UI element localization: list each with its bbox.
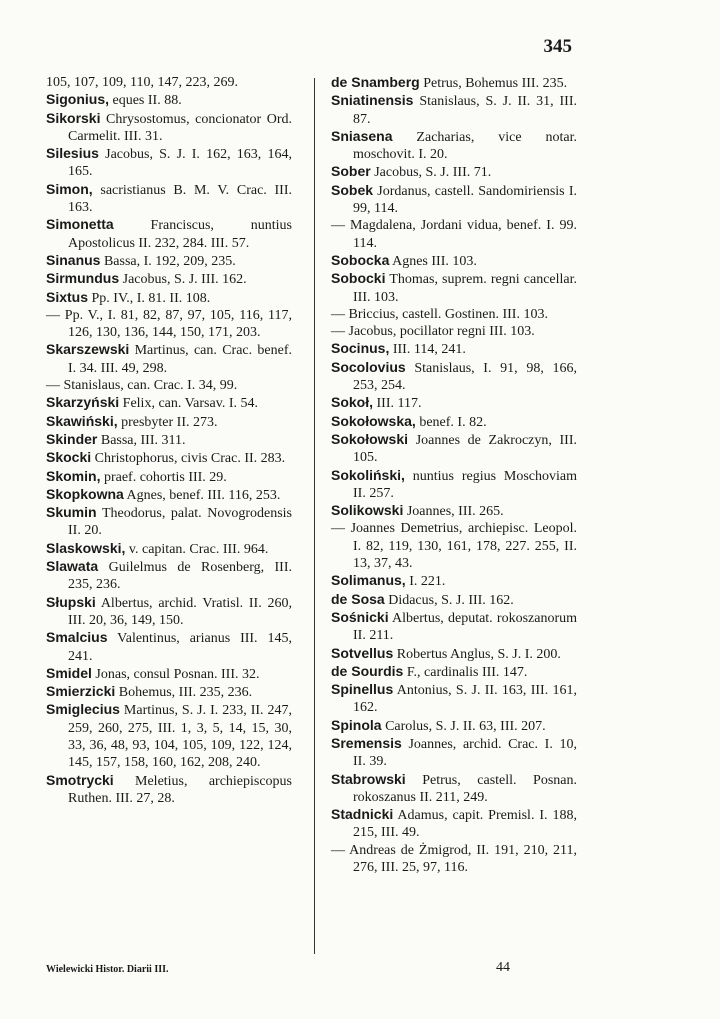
entry-headword: de Snamberg [331, 74, 420, 90]
entry-text: Joannes de Zakroczyn, III. 105. [353, 432, 578, 466]
index-entry [331, 340, 577, 358]
signature-mark: 44 [496, 960, 510, 975]
entry-headword: Spinola [331, 716, 382, 733]
footer-title: Wielewicki Histor. Diarii III. [46, 964, 169, 975]
entry-headword: Sośnicki [331, 608, 389, 625]
index-entry [331, 681, 577, 717]
entry-headword: Socolovius [331, 358, 406, 375]
index-entry [331, 306, 577, 323]
left-column [46, 74, 292, 807]
index-entry [46, 701, 292, 771]
entry-headword: Sikorski [46, 109, 101, 126]
index-entry [46, 449, 292, 467]
index-entry [331, 182, 577, 218]
entry-headword: Slawata [46, 558, 99, 575]
entry-text: Petrus, Bohemus III. 235. [423, 76, 568, 91]
index-entry [331, 663, 577, 681]
entry-text: Thomas, suprem. regni cancellar. III. 103. [353, 272, 578, 305]
entry-text: — Jacobus, pocillator regni III. 103. [331, 324, 535, 340]
entry-text: — Stanislaus, can. Crac. I. 34, 99. [46, 378, 238, 394]
index-entry [46, 629, 292, 665]
entry-text: sacristianus B. M. V. Crac. III. 163. [68, 182, 293, 216]
entry-headword: Skarzyński [46, 394, 120, 411]
entry-text: Agnes III. 103. [392, 253, 477, 269]
index-entry [331, 394, 577, 412]
entry-headword: Solimanus, [331, 572, 406, 589]
entry-headword: Sniatinensis [331, 92, 414, 109]
entry-headword: Sokoł, [331, 394, 374, 411]
entry-text: Antonius, S. J. II. 163, III. 161, 162. [353, 683, 577, 716]
index-entry [331, 609, 577, 645]
entry-headword: Smiglecius [46, 701, 120, 718]
entry-text: Bohemus, III. 235, 236. [118, 685, 253, 701]
entry-headword: Skopkowna [46, 485, 124, 502]
entry-text: Jacobus, S. J. III. 71. [374, 165, 492, 181]
entry-text: — Magdalena, Jordani vidua, benef. I. 99. 114. [331, 218, 577, 251]
entry-text: praef. cohortis III. 29. [103, 469, 227, 485]
index-entry [331, 217, 577, 252]
entry-headword: Sirmundus [46, 270, 120, 287]
entry-text: benef. I. 82. [419, 414, 487, 430]
index-entry [46, 394, 292, 412]
index-entry [331, 645, 577, 663]
entry-text: Stanislaus, S. J. II. 31, III. 87. [353, 94, 578, 127]
entry-headword: Skinder [46, 430, 98, 447]
index-entry [46, 145, 292, 181]
entry-headword: Sokołowska, [331, 412, 416, 429]
entry-headword: Stadnicki [331, 806, 394, 823]
entry-text: presbyter II. 273. [121, 414, 218, 430]
entry-headword: Skumin [46, 504, 97, 521]
index-entry [331, 270, 577, 306]
entry-text: eques II. 88. [112, 93, 182, 109]
index-entry [46, 252, 292, 270]
entry-headword: Sokoliński, [331, 466, 405, 483]
entry-text: Adamus, capit. Premisl. I. 188, 215, III. 49. [353, 808, 577, 841]
entry-text: Jordanus, castell. Sandomiriensis I. 99, 114. [353, 183, 578, 217]
entry-text: Theodorus, palat. Novogrodensis II. 20. [68, 506, 293, 539]
entry-text: Valentinus, arianus III. 145, 241. [68, 631, 292, 664]
entry-headword: Simonetta [46, 216, 114, 233]
entry-text: Guilelmus de Rosenberg, III. 235, 236. [68, 560, 293, 593]
index-entry [46, 558, 292, 594]
entry-text: Joannes, III. 265. [406, 504, 504, 520]
entry-headword: Sobocki [331, 270, 386, 287]
entry-text: Agnes, benef. III. 116, 253. [126, 487, 281, 503]
entry-headword: Solikowski [331, 502, 404, 519]
index-entry [46, 431, 292, 449]
index-entry [331, 74, 577, 92]
entry-text: Christophorus, civis Crac. II. 283. [94, 451, 286, 467]
index-entry [46, 270, 292, 288]
entry-headword: Smalcius [46, 629, 108, 646]
entry-text: Bassa, III. 311. [100, 432, 186, 448]
entry-headword: Spinellus [331, 681, 394, 698]
entry-text: Jacobus, S. J. III. 162. [122, 272, 247, 288]
index-entry [331, 520, 577, 572]
entry-text: — Briccius, castell. Gostinen. III. 103. [331, 306, 548, 322]
entry-headword: Sokołowski [331, 430, 409, 447]
entry-text: F., cardinalis III. 147. [406, 664, 528, 680]
entry-text: Jacobus, S. J. I. 162, 163, 164, 165. [68, 147, 292, 180]
entry-text: Pp. IV., I. 81. II. 108. [91, 290, 211, 306]
index-entry [46, 665, 292, 683]
index-entry [46, 91, 292, 109]
index-entry [331, 717, 577, 735]
entry-headword: Sotvellus [331, 644, 394, 661]
index-entry [331, 806, 577, 842]
entry-headword: Skomin, [46, 467, 101, 484]
page-number: 345 [543, 36, 572, 57]
entry-text: Bassa, I. 192, 209, 235. [103, 253, 236, 269]
index-entry [331, 842, 577, 877]
index-entry [46, 74, 292, 91]
index-entry [331, 502, 577, 520]
entry-text: Meletius, archiepiscopus Ruthen. III. 27, 28. [68, 773, 293, 806]
entry-text: nuntius regius Moschoviam II. 257. [353, 468, 577, 501]
entry-text: — Pp. V., I. 81, 82, 87, 97, 105, 116, 117, 126, 130, 136, 144, 150, 171, 203. [46, 307, 292, 341]
index-entry [331, 163, 577, 181]
entry-text: Robertus Anglus, S. J. I. 200. [396, 646, 561, 662]
index-entry [331, 735, 577, 771]
right-column [331, 74, 577, 876]
entry-headword: Socinus, [331, 340, 390, 357]
entry-headword: Sniasena [331, 127, 393, 144]
index-entry [331, 591, 577, 609]
entry-headword: Słupski [46, 593, 96, 610]
index-entry [331, 92, 577, 128]
index-entry [331, 359, 577, 395]
entry-headword: Smidel [46, 664, 92, 681]
index-entry [331, 128, 577, 164]
entry-text: I. 221. [409, 574, 446, 590]
index-entry [46, 504, 292, 540]
entry-headword: Silesius [46, 145, 99, 162]
index-entry [46, 413, 292, 431]
index-entry [331, 323, 577, 340]
entry-text: v. capitan. Crac. III. 964. [128, 541, 269, 557]
index-entry [46, 468, 292, 486]
index-entry [331, 413, 577, 431]
index-entry [46, 110, 292, 146]
entry-text: Stanislaus, I. 91, 98, 166, 253, 254. [353, 360, 577, 394]
entry-text: Jonas, consul Posnan. III. 32. [95, 666, 260, 682]
index-entry [46, 289, 292, 307]
entry-text: 105, 107, 109, 110, 147, 223, 269. [46, 75, 238, 90]
entry-headword: Slaskowski, [46, 539, 126, 556]
index-entry [46, 307, 292, 342]
entry-text: Martinus, S. J. I. 233, II. 247, 259, 260, 275, III. 1, 3, 5, 14, 15, 30, 33, 36, 48, 93, 104, 105, 109, 122, 124, 145, 157, 158, 160, 162, 208, 240. [68, 703, 293, 771]
entry-headword: Skarszewski [46, 341, 130, 358]
entry-headword: Sobek [331, 181, 374, 198]
entry-headword: Skocki [46, 449, 92, 466]
index-entry [46, 181, 292, 217]
index-entry [46, 341, 292, 377]
entry-headword: Sremensis [331, 734, 402, 751]
entry-headword: de Sosa [331, 590, 385, 607]
index-entry [46, 683, 292, 701]
entry-text: — Andreas de Żmigrod, II. 191, 210, 211, 276, III. 25, 97, 116. [331, 842, 577, 876]
entry-headword: Skawiński, [46, 412, 118, 429]
entry-text: Carolus, S. J. II. 63, III. 207. [385, 718, 546, 734]
entry-text: III. 117. [376, 396, 422, 412]
entry-headword: Sobocka [331, 251, 390, 268]
index-entry [46, 216, 292, 252]
entry-text: Franciscus, nuntius Apostolicus II. 232, 284. III. 57. [68, 218, 293, 251]
entry-headword: de Sourdis [331, 662, 404, 679]
index-entry [46, 594, 292, 630]
entry-text: Joannes, archid. Crac. I. 10, II. 39. [353, 736, 577, 770]
entry-headword: Stabrowski [331, 770, 406, 787]
entry-headword: Sixtus [46, 288, 89, 305]
entry-headword: Simon, [46, 180, 93, 197]
index-entry [46, 772, 292, 808]
index-entry [46, 486, 292, 504]
entry-text: Chrysostomus, concionator Ord. Carmelit. III. 31. [68, 111, 293, 144]
entry-text: Albertus, deputat. rokoszanorum II. 211. [353, 610, 577, 644]
index-entry [331, 771, 577, 807]
entry-text: Martinus, can. Crac. benef. I. 34. III. 49, 298. [68, 343, 293, 376]
entry-text: Zacharias, vice notar. moschovit. I. 20. [353, 129, 578, 163]
entry-text: Didacus, S. J. III. 162. [388, 592, 514, 608]
column-divider [314, 78, 315, 954]
entry-text: Petrus, castell. Posnan. rokoszanus II. 211, 249. [353, 772, 577, 805]
index-entry [331, 572, 577, 590]
entry-headword: Sigonius, [46, 91, 109, 108]
index-entry [331, 467, 577, 503]
index-entry [331, 252, 577, 270]
index-entry [46, 377, 292, 394]
entry-headword: Smotrycki [46, 771, 114, 788]
entry-headword: Smierzicki [46, 683, 116, 700]
index-entry [46, 540, 292, 558]
entry-text: III. 114, 241. [392, 342, 466, 358]
entry-text: Felix, can. Varsav. I. 54. [122, 396, 258, 412]
index-entry [331, 431, 577, 467]
entry-text: Albertus, archid. Vratisl. II. 260, III. 20, 36, 149, 150. [68, 595, 292, 628]
entry-text: — Joannes Demetrius, archiepisc. Leopol. I. 82, 119, 130, 161, 178, 227. 255, II. 13, 37, 43. [331, 521, 577, 572]
entry-headword: Sober [331, 163, 371, 180]
entry-headword: Sinanus [46, 251, 101, 268]
